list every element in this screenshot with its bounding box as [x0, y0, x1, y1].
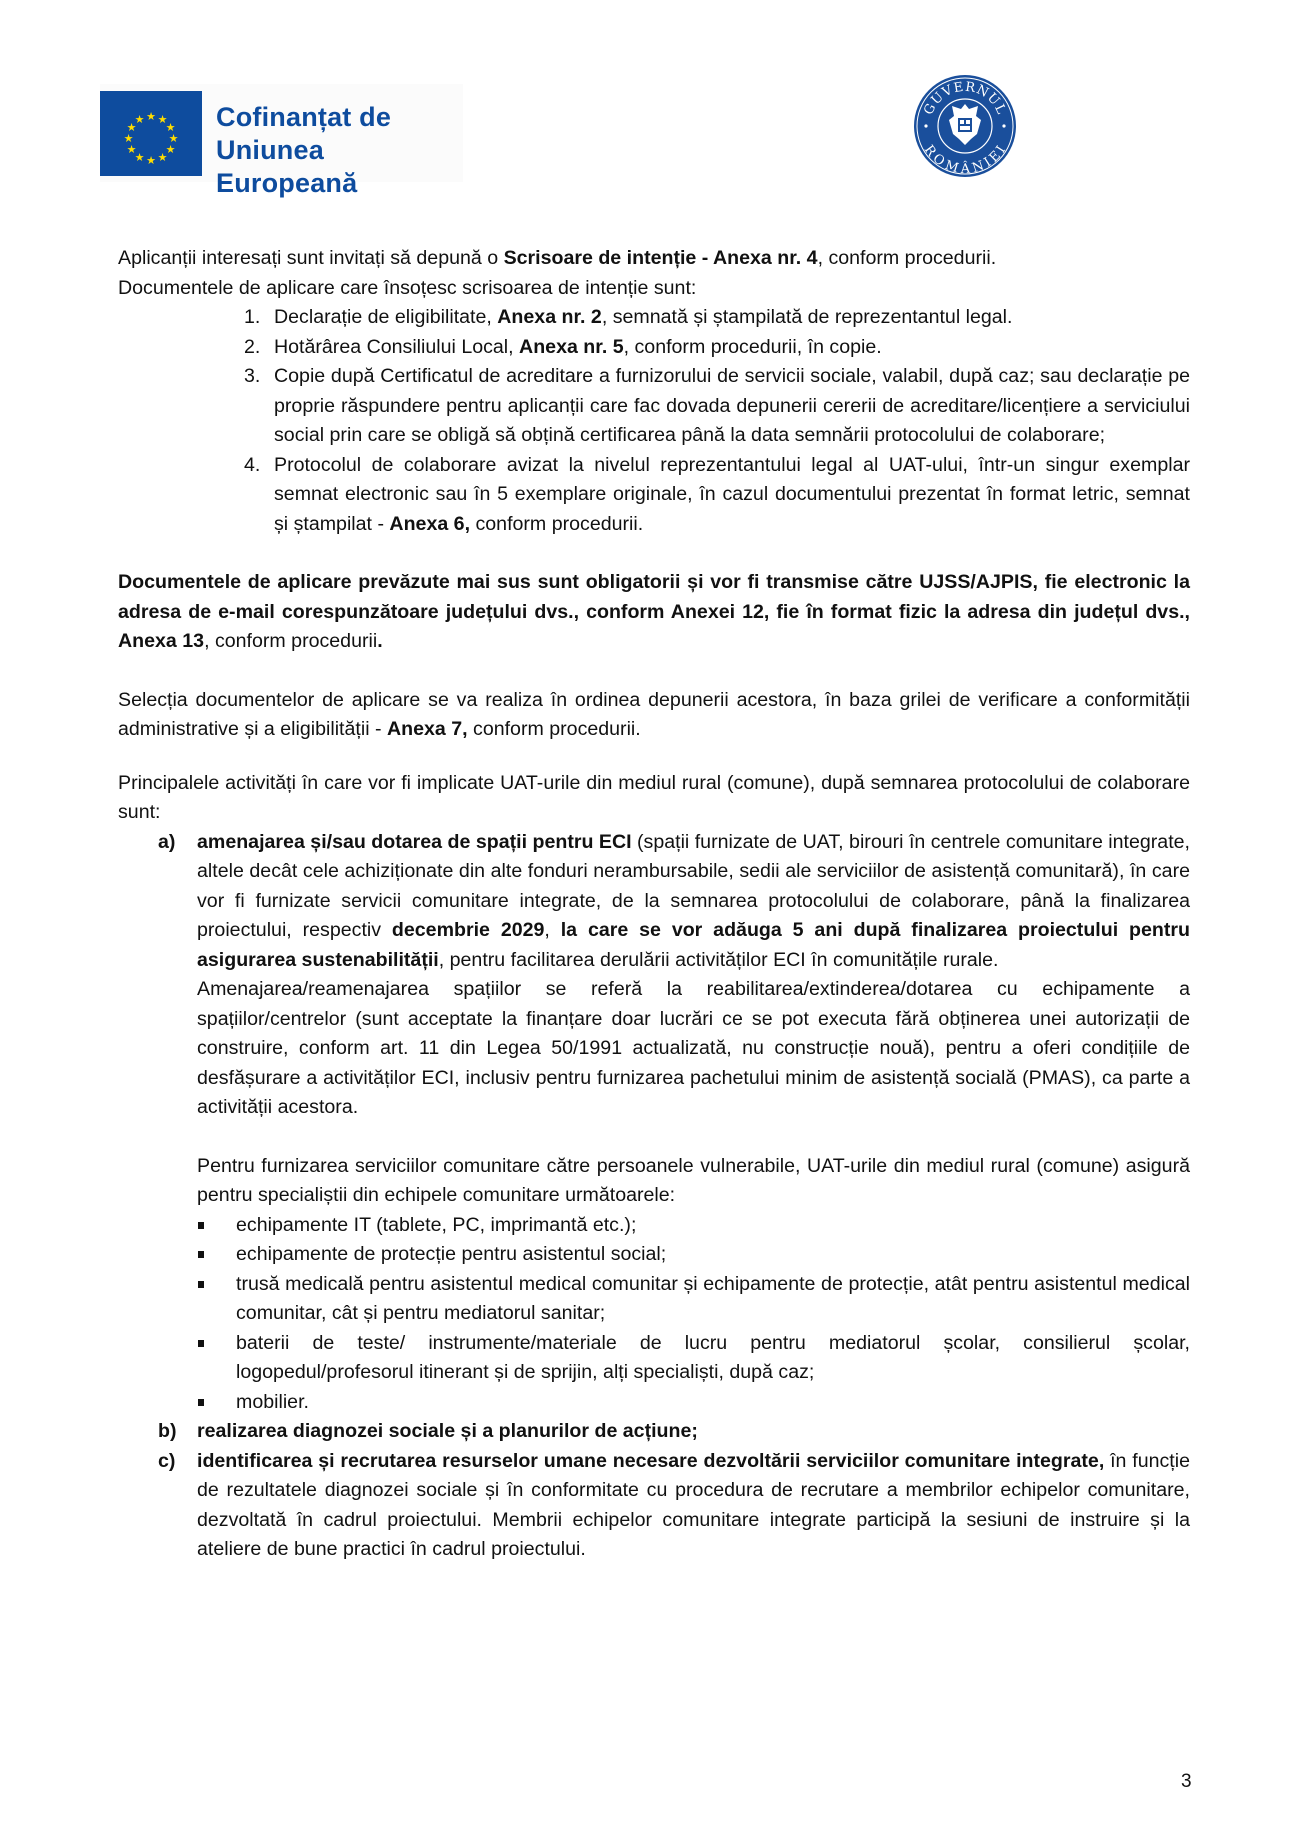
item-number: 2.: [244, 335, 261, 358]
bullet-text: baterii de teste/ instrumente/materiale de lucru pentru mediatorul școlar, consilierul școlar, logopedul/profesorul itinerant și de sprijin, alți specialiști, după caz;: [236, 1331, 1190, 1383]
intro-paragraph: [118, 244, 1190, 303]
activity-letter: a): [158, 830, 176, 853]
svg-text:★: ★: [123, 132, 134, 145]
intro-line2: Documentele de aplicare care însoțesc scrisoarea de intenție sunt:: [118, 276, 697, 299]
svg-text:★: ★: [134, 151, 145, 164]
mandatory-paragraph: [118, 568, 1190, 657]
bullet-item: [197, 1388, 1190, 1418]
bullet-item: [197, 1211, 1190, 1241]
svg-text:★: ★: [146, 154, 156, 167]
selection-text: Selecția documentelor de aplicare se va realiza în ordinea depunerii acestora, în baza grilei de verificare a conformității administrative și a eligibilității -: [118, 688, 1190, 740]
intro-text: Aplicanții interesați sunt invitați să depună o: [118, 247, 504, 269]
bullet-text: echipamente de protecție pentru asistentul social;: [236, 1243, 667, 1265]
svg-text:★: ★: [157, 113, 168, 126]
bullet-item: [197, 1270, 1190, 1329]
svg-text:★: ★: [134, 113, 145, 126]
svg-text:★: ★: [126, 143, 137, 156]
activity-text: în funcție de rezultatele diagnozei sociale și în conformitate cu procedura de recrutare a membrilor echipelor comunitare, dezvoltată în cadrul proiectului. Membrii echipelor comunitare integrate participă la sesiuni de instruire și la ateliere de bune practici în cadrul proiectului.: [197, 1449, 1190, 1560]
activity-sustainability: la care se vor adăuga 5 ani după finalizarea proiectului pentru asigurarea sustenabilității: [197, 919, 1190, 971]
item-bold: Anexa nr. 2: [497, 306, 602, 328]
svg-text:★: ★: [157, 151, 168, 164]
activity-item-c: [118, 1447, 1190, 1565]
bullet-item: [197, 1240, 1190, 1270]
selection-paragraph: [118, 686, 1190, 745]
item-bold: Anexa nr. 5: [519, 335, 624, 358]
item-text: Copie după Certificatul de acreditare a furnizorului de servicii sociale, valabil, după caz; sau declarație pe proprie răspundere pentru aplicanții care fac dovada depunerii cererii de acreditare/licențiere a serviciului social prin care se obligă să obțină certificarea până la data semnării protocolului de colaborare;: [274, 365, 1190, 446]
svg-text:★: ★: [146, 110, 156, 123]
activities-list: [118, 828, 1190, 1565]
activity-text: , pentru facilitarea derulării activităților ECI în comunitățile rurale.: [438, 948, 999, 971]
bullet-text: trusă medicală pentru asistentul medical comunitar și echipamente de protecție, atât pentru asistentul medical comunitar, cât și pentru mediatorul sanitar;: [236, 1272, 1190, 1324]
activity-item-a: [118, 828, 1190, 1418]
svg-text:GUVERNUL: GUVERNUL: [921, 79, 1009, 118]
item-number: 3.: [244, 365, 261, 387]
item-number: 1.: [244, 306, 261, 328]
activity-letter: c): [158, 1449, 176, 1472]
svg-text:★: ★: [165, 121, 176, 134]
romanian-government-seal-icon: [913, 74, 1017, 178]
equipment-bullet-list: [197, 1211, 1190, 1418]
page-header: [0, 0, 1300, 200]
bullet-item: [197, 1329, 1190, 1388]
square-bullet-icon: [198, 1251, 204, 1258]
square-bullet-icon: [198, 1340, 204, 1347]
svg-text:ROMÂNIEI: ROMÂNIEI: [920, 142, 1010, 177]
intro-text-end: , conform procedurii.: [817, 247, 997, 269]
svg-text:★: ★: [126, 121, 137, 134]
list-item: [118, 333, 1190, 363]
page-number: 3: [1181, 1771, 1192, 1792]
activity-text: ,: [544, 919, 561, 941]
mandatory-period: .: [377, 630, 383, 652]
item-bold: Anexa 6,: [389, 512, 471, 535]
mandatory-text: , conform procedurii: [204, 630, 378, 652]
list-item: [118, 303, 1190, 333]
list-item: [118, 362, 1190, 451]
mandatory-bold-text: Documentele de aplicare prevăzute mai sus sunt obligatorii și vor fi transmise către UJSS/AJPIS, fie electronic la adresa de e-mail corespunzătoare județului dvs., conform Anexei 12, fie în format fizic la adresa din județul dvs., Anexa 13: [118, 571, 1190, 652]
activities-intro: Principalele activități în care vor fi implicate UAT-urile din mediul rural (comune), după semnarea protocolului de colaborare sunt:: [118, 771, 1190, 823]
svg-text:★: ★: [168, 132, 179, 145]
activity-title: realizarea diagnozei sociale și a planurilor de acțiune;: [197, 1420, 698, 1442]
activity-item-b: [118, 1417, 1190, 1447]
eu-logo-line2: Uniunea Europeană: [216, 135, 358, 198]
documents-list: [118, 303, 1190, 539]
square-bullet-icon: [198, 1222, 204, 1229]
eu-cofunding-logo: [100, 84, 463, 198]
item-text: Declarație de eligibilitate,: [274, 306, 498, 328]
item-number: 4.: [244, 453, 261, 476]
intro-bold-annex: Scrisoare de intenție - Anexa nr. 4: [503, 247, 818, 269]
eu-logo-line1: Cofinanțat de: [216, 102, 392, 132]
eu-logo-text: [216, 101, 463, 200]
item-text-end: conform procedurii.: [470, 512, 644, 535]
item-text: Hotărârea Consiliului Local,: [274, 335, 520, 358]
item-text: Protocolul de colaborare avizat la nivelul reprezentantului legal al UAT-ului, într-un singur exemplar semnat electronic sau în 5 exemplare originale, în cazul documentului prezentat în format letric, semnat și ștampilat -: [274, 453, 1190, 535]
activity-text: (spații furnizate de UAT, birouri în centrele comunitare integrate, altele decât cele achiziționate din alte fonduri nerambursabile, sedii ale serviciilor de asistență comunitară), în care vor fi furnizate servicii comunitare integrate, de la semnarea protocolului de colaborare, până la finalizarea proiectului, respectiv: [197, 830, 1190, 941]
activity-title: identificarea și recrutarea resurselor umane necesare dezvoltării serviciilor comunitare integrate,: [197, 1449, 1105, 1472]
square-bullet-icon: [198, 1399, 204, 1406]
selection-text-end: conform procedurii.: [467, 718, 641, 740]
activity-a-paragraph-2: Amenajarea/reamenajarea spațiilor se referă la reabilitarea/extinderea/dotarea cu echipamente a spațiilor/centrelor (sunt acceptate la finanțare doar lucrări ce se pot executa fără obținerea unei autorizații de construire, conform art. 11 din Legea 50/1991 actualizată, nu construcție nouă), pentru a oferi condițiile de desfășurare a activităților ECI, inclusiv pentru furnizarea pachetului minim de asistență socială (PMAS), ca parte a activității acestora.: [197, 978, 1190, 1118]
item-text-end: , semnată și ștampilată de reprezentantul legal.: [601, 306, 1013, 328]
activity-title: amenajarea și/sau dotarea de spații pentru ECI: [197, 830, 632, 853]
activity-a-paragraph-3: Pentru furnizarea serviciilor comunitare către persoanele vulnerabile, UAT-urile din mediul rural (comune) asigură pentru specialiștii din echipele comunitare următoarele:: [197, 1154, 1190, 1206]
selection-bold-annex: Anexa 7,: [386, 718, 468, 740]
document-body: [118, 244, 1190, 1565]
activity-deadline: decembrie 2029: [391, 919, 545, 941]
bullet-text: mobilier.: [236, 1390, 309, 1413]
eu-flag-icon: [100, 91, 202, 176]
bullet-text: echipamente IT (tablete, PC, imprimantă etc.);: [236, 1213, 637, 1236]
square-bullet-icon: [198, 1281, 204, 1288]
svg-text:★: ★: [165, 143, 176, 156]
item-text-end: , conform procedurii, în copie.: [623, 335, 882, 358]
list-item: [118, 451, 1190, 540]
activity-letter: b): [158, 1420, 177, 1442]
